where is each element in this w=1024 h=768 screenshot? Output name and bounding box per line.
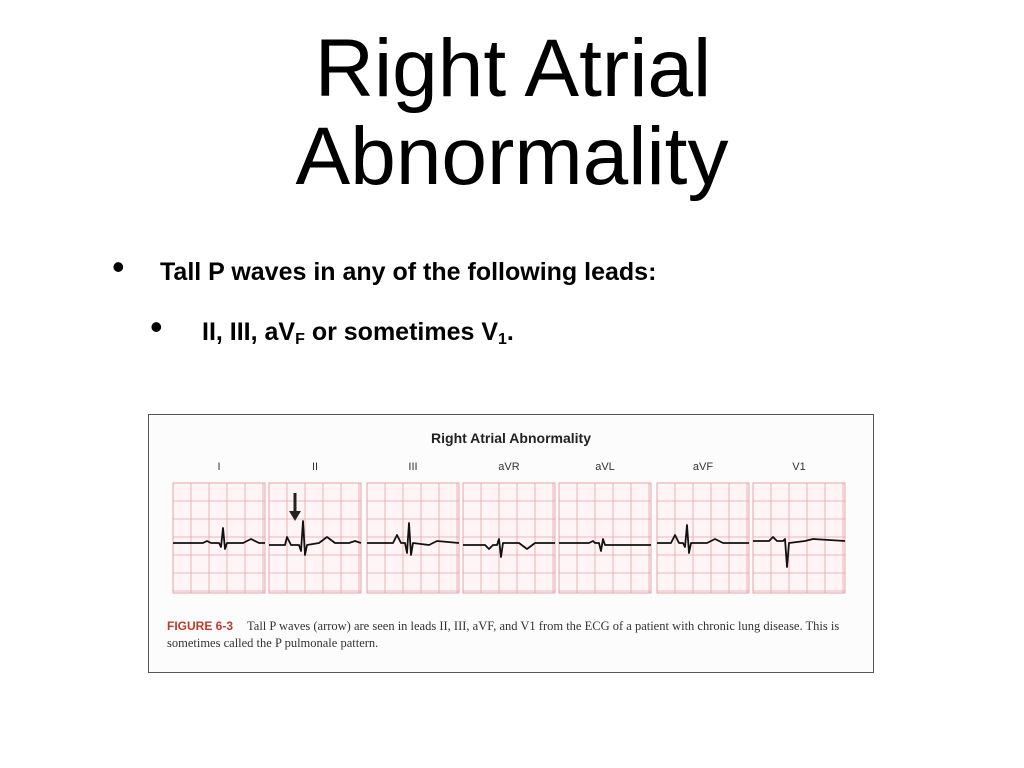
slide-title <box>0 25 1024 201</box>
bullet-1 <box>112 246 657 292</box>
ecg-grid <box>269 483 361 593</box>
bullet-1-text: Tall P waves in any of the following leads: <box>160 258 657 286</box>
bullet-2-subscript-f: F <box>295 331 305 348</box>
lead-label: II <box>311 461 319 473</box>
figure-caption-text: Tall P waves (arrow) are seen in leads II, III, aVF, and V1 from the ECG of a patient with chronic lung disease. This is sometimes called the P pulmonale pattern. <box>167 619 840 650</box>
ecg-strip-ii <box>269 483 361 593</box>
lead-label: aVF <box>692 461 714 473</box>
ecg-strip-v1 <box>753 483 845 593</box>
bullet-dot-icon: • <box>150 306 163 347</box>
bullet-2 <box>150 306 514 360</box>
ecg-strip-i <box>173 483 265 593</box>
figure-caption-label: FIGURE 6-3 <box>167 619 234 633</box>
bullet-2-subscript-1: 1 <box>498 331 507 348</box>
bullet-dot-icon: • <box>112 246 125 287</box>
ecg-strip-iii <box>367 483 459 593</box>
ecg-figure <box>148 414 874 673</box>
ecg-grid <box>367 483 459 593</box>
lead-label: III <box>408 461 418 473</box>
ecg-grid <box>173 483 265 593</box>
ecg-grid <box>657 483 749 593</box>
bullet-2-text <box>202 312 514 360</box>
lead-label: V1 <box>792 461 806 473</box>
ecg-grid <box>753 483 845 593</box>
bullet-2-text-end: . <box>506 318 514 346</box>
slide-title-line-2: Abnormality <box>295 111 729 202</box>
bullet-2-text-pre: II, III, aV <box>202 318 296 346</box>
figure-title: Right Atrial Abnormality <box>431 430 591 446</box>
slide-title-line-1: Right Atrial <box>314 23 712 114</box>
lead-label: I <box>217 461 221 473</box>
ecg-strip-avf <box>657 483 749 593</box>
ecg-grid <box>559 483 651 593</box>
bullet-2-text-mid: or sometimes V <box>304 318 499 346</box>
ecg-strip-avl <box>559 483 651 593</box>
ecg-strip-avr <box>463 483 555 593</box>
ecg-grid <box>463 483 555 593</box>
figure-caption <box>167 618 857 652</box>
lead-label: aVL <box>595 461 615 473</box>
lead-label: aVR <box>498 461 520 473</box>
